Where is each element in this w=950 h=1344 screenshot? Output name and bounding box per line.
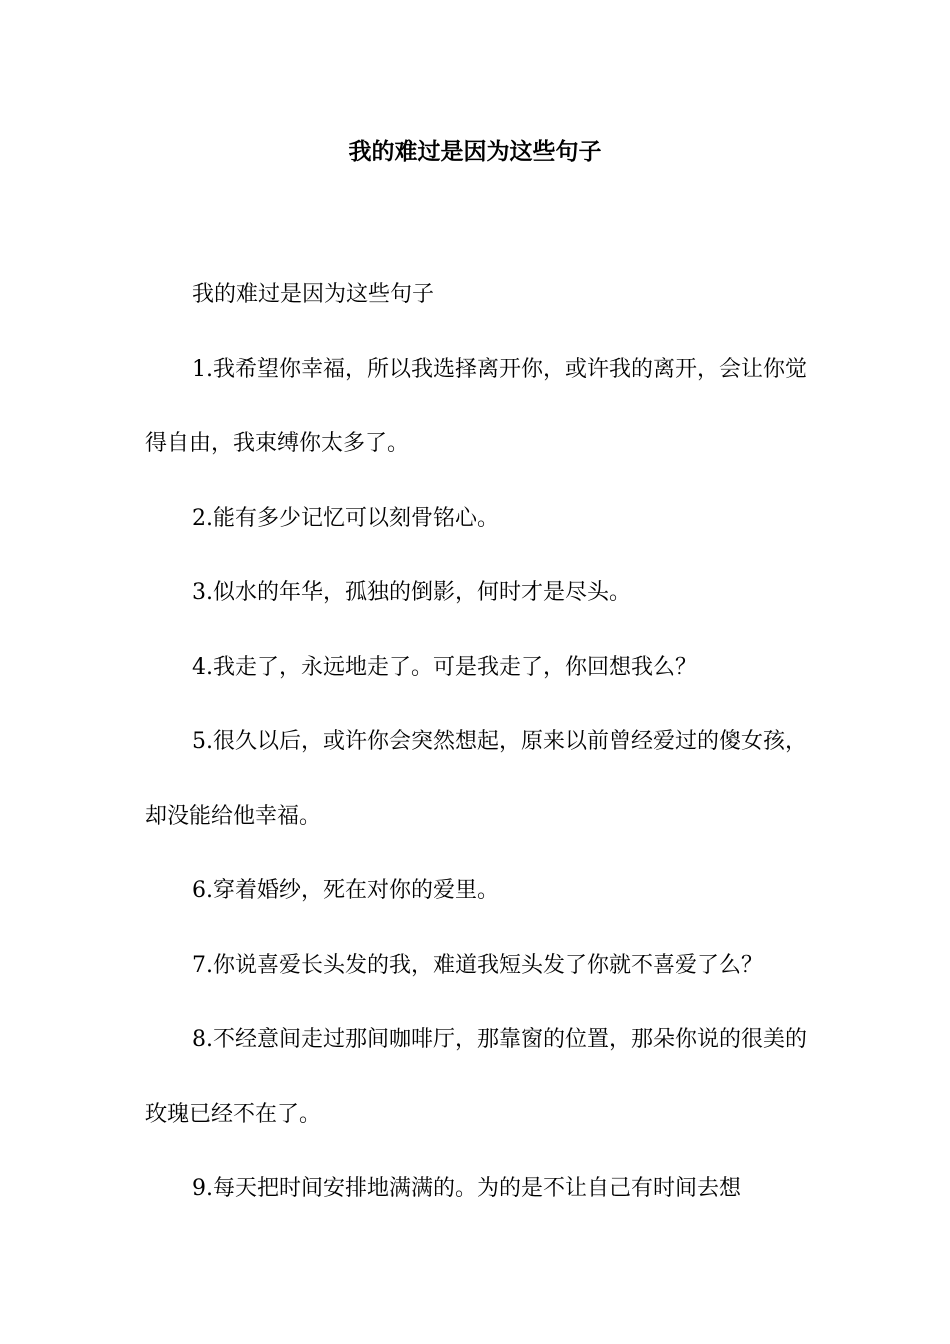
document-body [145, 258, 807, 1227]
paragraph-item-7: 7.你说喜爱长头发的我，难道我短头发了你就不喜爱了么？ [192, 952, 763, 978]
paragraph-item-2: 2.能有多少记忆可以刻骨铭心。 [192, 505, 499, 531]
paragraph-item-4: 4.我走了，永远地走了。可是我走了，你回想我么？ [192, 654, 697, 680]
paragraph-item-8: 8.不经意间走过那间咖啡厅，那靠窗的位置，那朵你说的很美的玫瑰已经不在了。 [145, 1027, 807, 1127]
paragraph-intro: 我的难过是因为这些句子 [192, 282, 435, 307]
paragraph-item-3: 3.似水的年华，孤独的倒影，何时才是尽头。 [192, 580, 631, 605]
paragraph-item-6: 6.穿着婚纱，死在对你的爱里。 [192, 878, 499, 903]
paragraph-item-9: 9.每天把时间安排地满满的。为的是不让自己有时间去想 [192, 1176, 741, 1201]
paragraph-item-1: 1.我希望你幸福，所以我选择离开你，或许我的离开，会让你觉得自由，我束缚你太多了。 [145, 356, 807, 456]
document-title: 我的难过是因为这些句子 [348, 138, 602, 165]
paragraph-item-5: 5.很久以后，或许你会突然想起，原来以前曾经爱过的傻女孩，却没能给他幸福。 [145, 729, 807, 829]
